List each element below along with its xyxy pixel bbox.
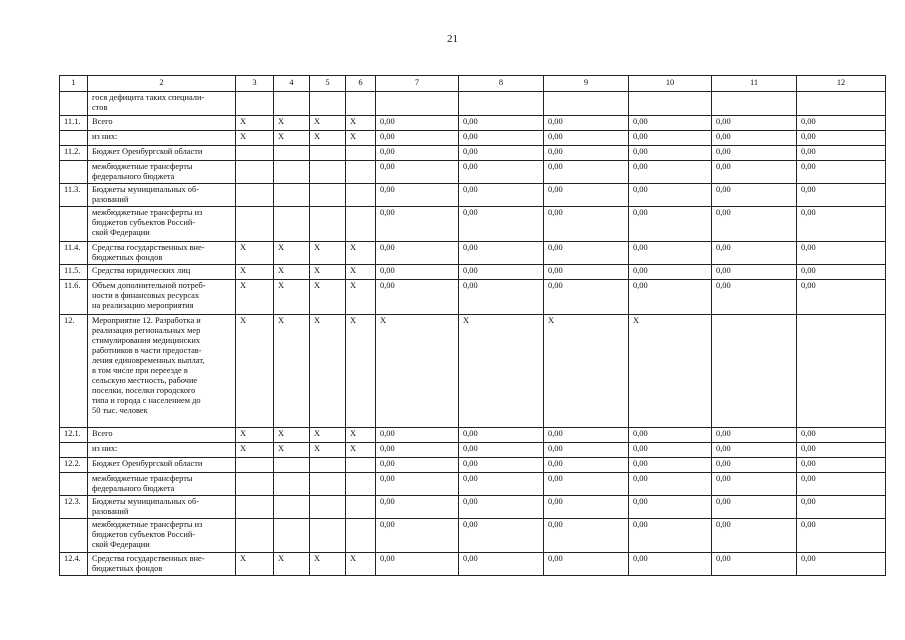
table-cell — [310, 146, 346, 161]
table-cell — [274, 473, 310, 496]
table-cell: 0,00 — [376, 519, 459, 553]
table-cell — [310, 473, 346, 496]
table-cell — [346, 92, 376, 116]
table-cell: 0,00 — [544, 116, 629, 131]
table-cell — [236, 496, 274, 519]
table-row — [60, 443, 886, 458]
row-name: межбюджетные трансферты федерального бюджета — [88, 161, 236, 184]
table-row — [60, 519, 886, 553]
table-cell: 0,00 — [797, 553, 886, 576]
table-cell — [236, 519, 274, 553]
table-cell: 0,00 — [544, 280, 629, 315]
table-cell: 0,00 — [629, 428, 712, 443]
table-cell — [236, 473, 274, 496]
table-cell: 0,00 — [459, 553, 544, 576]
budget-table — [59, 75, 886, 576]
row-code: 12.3. — [60, 496, 88, 519]
row-name: Мероприятие 12. Разработка и реализация региональных мер стимулирования медицинских работников в части предостав- ления единовременных выплат, в том числе при переезде в сельскую местность, рабочие поселки, поселки городского типа и города с населением до 50 тыс. человек — [88, 315, 236, 428]
table-row — [60, 207, 886, 242]
table-cell: 0,00 — [629, 458, 712, 473]
table-cell: 0,00 — [376, 496, 459, 519]
table-cell: 0,00 — [712, 146, 797, 161]
table-cell: 0,00 — [712, 161, 797, 184]
table-cell — [274, 146, 310, 161]
row-code: 11.6. — [60, 280, 88, 315]
column-header: 9 — [544, 76, 629, 92]
table-cell — [274, 458, 310, 473]
table-cell: 0,00 — [376, 458, 459, 473]
table-cell: X — [236, 315, 274, 428]
table-cell — [236, 458, 274, 473]
table-cell: 0,00 — [712, 184, 797, 207]
table-cell: 0,00 — [376, 473, 459, 496]
table-cell — [274, 161, 310, 184]
row-code: 12.1. — [60, 428, 88, 443]
table-cell: 0,00 — [712, 280, 797, 315]
table-cell: X — [459, 315, 544, 428]
table-cell: 0,00 — [544, 242, 629, 265]
table-cell: 0,00 — [376, 242, 459, 265]
table-cell: 0,00 — [629, 280, 712, 315]
table-cell: 0,00 — [376, 443, 459, 458]
table-cell: X — [236, 131, 274, 146]
table-cell: 0,00 — [376, 428, 459, 443]
table-cell: 0,00 — [629, 553, 712, 576]
table-cell: 0,00 — [459, 242, 544, 265]
table-cell: 0,00 — [712, 458, 797, 473]
table-cell: 0,00 — [459, 116, 544, 131]
row-code: 11.3. — [60, 184, 88, 207]
table-cell — [310, 519, 346, 553]
row-name: Средства юридических лиц — [88, 265, 236, 280]
table-cell — [310, 458, 346, 473]
column-header: 2 — [88, 76, 236, 92]
table-cell: 0,00 — [797, 161, 886, 184]
table-cell: X — [310, 265, 346, 280]
table-row — [60, 496, 886, 519]
table-cell: 0,00 — [712, 443, 797, 458]
table-row — [60, 473, 886, 496]
table-cell: 0,00 — [797, 280, 886, 315]
table-cell: X — [310, 242, 346, 265]
table-cell: X — [310, 443, 346, 458]
table-cell: 0,00 — [797, 473, 886, 496]
table-cell: 0,00 — [629, 496, 712, 519]
table-cell: X — [274, 428, 310, 443]
table-cell: 0,00 — [376, 553, 459, 576]
table-cell: 0,00 — [459, 473, 544, 496]
row-name: Бюджет Оренбургской области — [88, 146, 236, 161]
table-cell: X — [236, 280, 274, 315]
table-cell: 0,00 — [544, 458, 629, 473]
table-cell: 0,00 — [459, 280, 544, 315]
row-code: 12. — [60, 315, 88, 428]
table-cell: 0,00 — [797, 242, 886, 265]
column-header: 4 — [274, 76, 310, 92]
table-cell — [544, 92, 629, 116]
table-cell: X — [310, 428, 346, 443]
table-cell: 0,00 — [797, 458, 886, 473]
table-cell — [346, 146, 376, 161]
table-cell: 0,00 — [712, 207, 797, 242]
table-cell: 0,00 — [544, 428, 629, 443]
row-name: Средства государственных вне- бюджетных фондов — [88, 553, 236, 576]
table-row — [60, 315, 886, 428]
table-cell: X — [346, 553, 376, 576]
table-cell: X — [310, 315, 346, 428]
table-cell: 0,00 — [376, 280, 459, 315]
table-cell — [236, 161, 274, 184]
table-cell: 0,00 — [459, 443, 544, 458]
row-name: межбюджетные трансферты из бюджетов субъектов Россий- ской Федерации — [88, 207, 236, 242]
table-cell: 0,00 — [712, 553, 797, 576]
table-cell: 0,00 — [797, 496, 886, 519]
table-cell: X — [310, 280, 346, 315]
table-cell: X — [310, 131, 346, 146]
column-header: 7 — [376, 76, 459, 92]
table-cell: 0,00 — [544, 131, 629, 146]
table-cell: 0,00 — [376, 265, 459, 280]
table-row — [60, 265, 886, 280]
table-cell: X — [346, 315, 376, 428]
table-cell: 0,00 — [544, 146, 629, 161]
table-cell — [376, 92, 459, 116]
row-name: Средства государственных вне- бюджетных фондов — [88, 242, 236, 265]
table-cell: 0,00 — [629, 146, 712, 161]
table-cell: 0,00 — [459, 207, 544, 242]
column-header: 12 — [797, 76, 886, 92]
table-cell — [797, 315, 886, 428]
table-cell: 0,00 — [712, 116, 797, 131]
table-cell: 0,00 — [459, 519, 544, 553]
table-cell: 0,00 — [376, 207, 459, 242]
table-cell: 0,00 — [629, 184, 712, 207]
column-header: 5 — [310, 76, 346, 92]
column-header: 1 — [60, 76, 88, 92]
row-name: межбюджетные трансферты из бюджетов субъектов Россий- ской Федерации — [88, 519, 236, 553]
table-row — [60, 146, 886, 161]
table-row — [60, 458, 886, 473]
table-cell: X — [274, 131, 310, 146]
table-cell: X — [236, 428, 274, 443]
table-cell: 0,00 — [712, 519, 797, 553]
table-cell — [274, 519, 310, 553]
table-row — [60, 280, 886, 315]
table-cell: X — [310, 116, 346, 131]
table-cell: 0,00 — [712, 265, 797, 280]
row-code: 11.1. — [60, 116, 88, 131]
row-code: 11.2. — [60, 146, 88, 161]
table-cell: X — [236, 443, 274, 458]
row-name: гося дефицита таких специали- стов — [88, 92, 236, 116]
table-cell: 0,00 — [629, 242, 712, 265]
table-cell: 0,00 — [629, 131, 712, 146]
table-cell: 0,00 — [629, 265, 712, 280]
row-code — [60, 131, 88, 146]
column-header: 3 — [236, 76, 274, 92]
table-cell: X — [346, 443, 376, 458]
row-code: 12.2. — [60, 458, 88, 473]
table-cell: X — [346, 131, 376, 146]
table-cell: 0,00 — [629, 161, 712, 184]
table-cell: X — [629, 315, 712, 428]
table-cell: 0,00 — [712, 131, 797, 146]
row-name: Бюджеты муниципальных об- разований — [88, 184, 236, 207]
row-code — [60, 161, 88, 184]
row-code: 12.4. — [60, 553, 88, 576]
table-cell: 0,00 — [797, 116, 886, 131]
row-code — [60, 207, 88, 242]
table-cell: 0,00 — [544, 553, 629, 576]
table-cell: 0,00 — [459, 146, 544, 161]
row-code: 11.5. — [60, 265, 88, 280]
table-cell: 0,00 — [376, 131, 459, 146]
table-cell: 0,00 — [712, 242, 797, 265]
column-header: 11 — [712, 76, 797, 92]
table-cell — [310, 184, 346, 207]
table-cell: X — [274, 443, 310, 458]
row-name: Всего — [88, 428, 236, 443]
table-cell — [310, 92, 346, 116]
table-cell: 0,00 — [797, 519, 886, 553]
table-cell: 0,00 — [712, 473, 797, 496]
table-cell: X — [310, 553, 346, 576]
header-row — [60, 76, 886, 92]
table-cell: X — [544, 315, 629, 428]
table-cell: 0,00 — [544, 443, 629, 458]
table-cell — [346, 184, 376, 207]
table-cell — [712, 315, 797, 428]
column-header: 10 — [629, 76, 712, 92]
table-cell — [712, 92, 797, 116]
table-cell: 0,00 — [459, 458, 544, 473]
table-cell: X — [236, 242, 274, 265]
table-cell: 0,00 — [544, 473, 629, 496]
table-cell: X — [346, 242, 376, 265]
row-name: межбюджетные трансферты федерального бюджета — [88, 473, 236, 496]
table-cell: X — [236, 553, 274, 576]
table-cell — [274, 207, 310, 242]
table-cell — [346, 473, 376, 496]
table-cell: 0,00 — [376, 184, 459, 207]
table-cell — [629, 92, 712, 116]
table-cell: X — [274, 315, 310, 428]
table-row — [60, 131, 886, 146]
table-cell: 0,00 — [459, 184, 544, 207]
row-code — [60, 519, 88, 553]
table-cell: 0,00 — [797, 443, 886, 458]
table-cell: 0,00 — [544, 496, 629, 519]
table-cell — [346, 161, 376, 184]
table-row — [60, 184, 886, 207]
row-code — [60, 443, 88, 458]
row-code — [60, 473, 88, 496]
table-row — [60, 553, 886, 576]
table-cell — [346, 458, 376, 473]
table-cell: 0,00 — [459, 496, 544, 519]
table-cell: 0,00 — [544, 161, 629, 184]
table-cell — [274, 184, 310, 207]
table-cell: 0,00 — [797, 428, 886, 443]
table-cell — [236, 146, 274, 161]
table-cell — [346, 207, 376, 242]
column-header: 8 — [459, 76, 544, 92]
table-cell: 0,00 — [797, 265, 886, 280]
table-cell: X — [236, 116, 274, 131]
table-cell: 0,00 — [544, 265, 629, 280]
page-number: 21 — [447, 33, 458, 45]
table-cell: 0,00 — [376, 161, 459, 184]
table-row — [60, 242, 886, 265]
row-name: Бюджеты муниципальных об- разований — [88, 496, 236, 519]
table-cell: 0,00 — [797, 131, 886, 146]
table-cell: 0,00 — [459, 265, 544, 280]
table-cell: 0,00 — [629, 207, 712, 242]
row-code — [60, 92, 88, 116]
table-cell: 0,00 — [544, 184, 629, 207]
table-cell: X — [274, 242, 310, 265]
table-cell — [310, 207, 346, 242]
table-body — [60, 92, 886, 576]
row-name: Бюджет Оренбургской области — [88, 458, 236, 473]
table-row — [60, 428, 886, 443]
table-cell — [236, 92, 274, 116]
table-cell: 0,00 — [629, 519, 712, 553]
row-name: Всего — [88, 116, 236, 131]
table-cell — [310, 161, 346, 184]
row-name: Объем дополнительной потреб- ности в финансовых ресурсах на реализацию мероприятия — [88, 280, 236, 315]
table-cell — [346, 519, 376, 553]
table-cell — [236, 207, 274, 242]
table-cell: 0,00 — [797, 146, 886, 161]
table-cell — [310, 496, 346, 519]
table-cell: X — [346, 265, 376, 280]
table-cell: 0,00 — [459, 131, 544, 146]
row-name: из них: — [88, 131, 236, 146]
table-cell: 0,00 — [376, 116, 459, 131]
column-header: 6 — [346, 76, 376, 92]
table-cell: X — [346, 280, 376, 315]
table-cell — [274, 496, 310, 519]
table-cell: 0,00 — [459, 161, 544, 184]
row-code: 11.4. — [60, 242, 88, 265]
table-row — [60, 161, 886, 184]
table-cell — [274, 92, 310, 116]
table-cell: X — [346, 428, 376, 443]
table-cell: 0,00 — [797, 207, 886, 242]
table-cell: X — [274, 280, 310, 315]
table-row — [60, 116, 886, 131]
table-cell — [346, 496, 376, 519]
table-row — [60, 92, 886, 116]
table-cell: X — [274, 553, 310, 576]
table-cell: X — [274, 265, 310, 280]
table-cell: 0,00 — [712, 496, 797, 519]
table-cell: 0,00 — [797, 184, 886, 207]
table-cell — [459, 92, 544, 116]
table-cell: X — [236, 265, 274, 280]
table-cell: 0,00 — [544, 519, 629, 553]
table-cell: X — [274, 116, 310, 131]
table-cell: 0,00 — [459, 428, 544, 443]
table-cell: 0,00 — [376, 146, 459, 161]
table-cell: 0,00 — [629, 443, 712, 458]
row-name: из них: — [88, 443, 236, 458]
table-cell: 0,00 — [629, 116, 712, 131]
table-cell — [797, 92, 886, 116]
table-cell: 0,00 — [544, 207, 629, 242]
table-cell: X — [376, 315, 459, 428]
table-cell — [236, 184, 274, 207]
table-cell: 0,00 — [629, 473, 712, 496]
table-cell: 0,00 — [712, 428, 797, 443]
table-cell: X — [346, 116, 376, 131]
